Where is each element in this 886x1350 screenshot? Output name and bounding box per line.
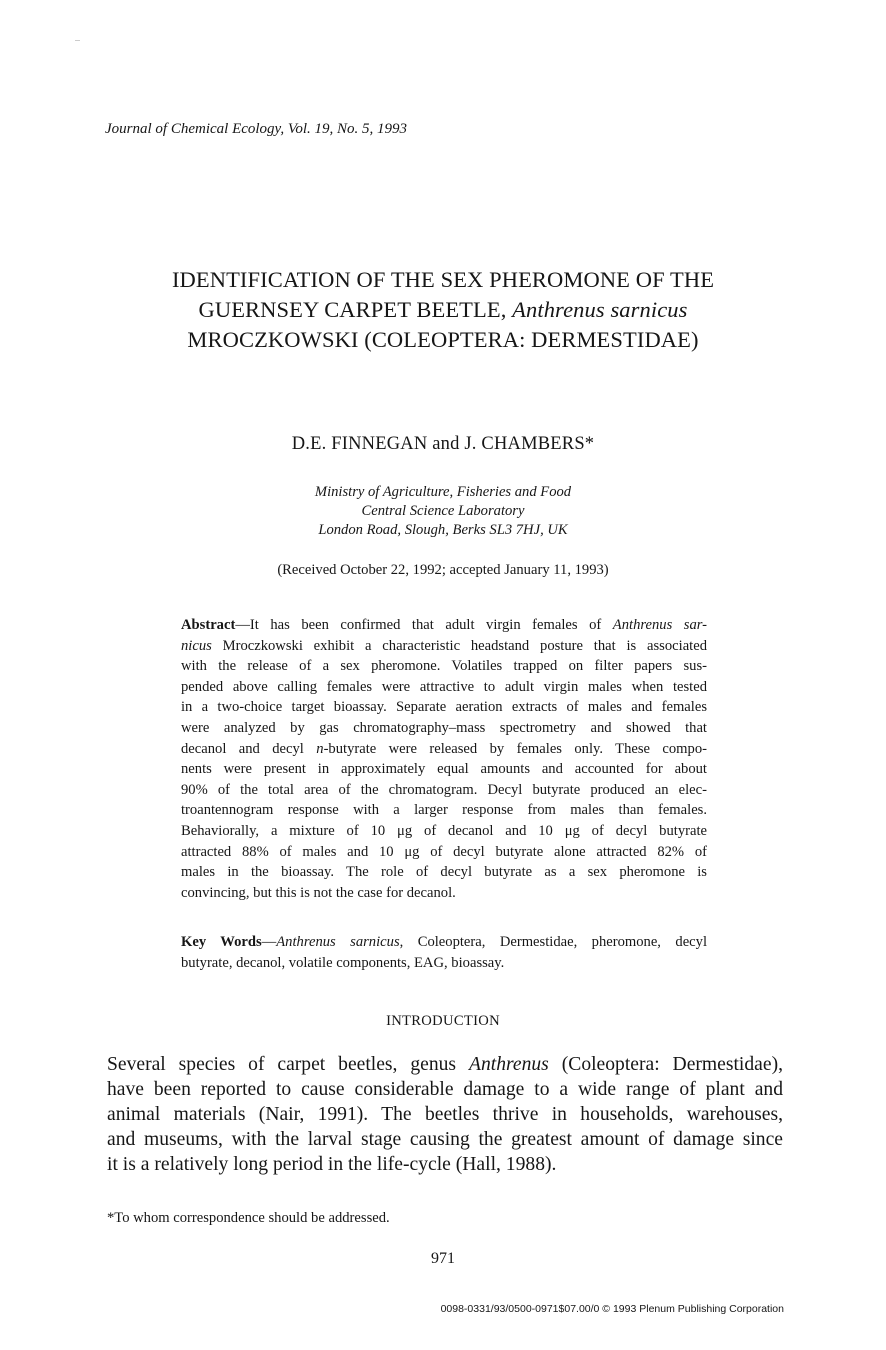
key-words-line xyxy=(181,953,707,974)
abstract-line xyxy=(181,636,707,657)
text-run: -butyrate were released by females only. These compo- xyxy=(323,740,707,757)
text-run: decanol and decyl xyxy=(181,740,317,757)
key-words-label: Key Words xyxy=(181,934,262,950)
title-line-2-plain: GUERNSEY CARPET BEETLE, xyxy=(198,297,513,322)
introduction-line xyxy=(107,1127,783,1152)
abstract-line xyxy=(181,656,707,677)
copyright-line: 0098-0331/93/0500-0971$07.00/0 © 1993 Plenum Publishing Corporation xyxy=(440,1303,784,1315)
key-words xyxy=(181,932,707,973)
journal-citation: Journal of Chemical Ecology, Vol. 19, No. 5, 1993 xyxy=(105,121,408,137)
affiliation-line-3: London Road, Slough, Berks SL3 7HJ, UK xyxy=(318,522,568,538)
text-run: have been reported to cause considerable damage to a wide range of plant and xyxy=(107,1079,783,1100)
abstract-line xyxy=(181,862,707,883)
italic-run: Anthrenus sar- xyxy=(612,617,708,633)
abstract-line xyxy=(181,697,707,718)
authors: D.E. FINNEGAN and J. CHAMBERS* xyxy=(291,434,595,454)
text-run: butyrate, decanol, volatile components, EAG, bioassay. xyxy=(181,954,505,971)
correspondence-footnote: *To whom correspondence should be addressed. xyxy=(107,1210,390,1226)
text-run: and museums, with the larval stage causing the greatest amount of damage since xyxy=(107,1129,783,1150)
text-run: pended above calling females were attractive to adult virgin males when tested xyxy=(181,678,707,695)
abstract xyxy=(181,615,707,903)
text-run: nents were present in approximately equal amounts and accounted for about xyxy=(181,761,707,778)
title-line-3: MROCZKOWSKI (COLEOPTERA: DERMESTIDAE) xyxy=(187,327,699,352)
page-number: 971 xyxy=(431,1250,455,1267)
text-run: were analyzed by gas chromatography–mass spectrometry and showed that xyxy=(181,719,707,736)
text-run: in a two-choice target bioassay. Separate aeration extracts of males and females xyxy=(181,699,707,716)
text-run: —It has been confirmed that adult virgin females of xyxy=(235,617,613,633)
text-run: — xyxy=(261,934,277,950)
abstract-line xyxy=(181,759,707,780)
section-heading-introduction: INTRODUCTION xyxy=(386,1013,500,1029)
text-run: 90% of the total area of the chromatogram. Decyl butyrate produced an elec- xyxy=(181,781,707,798)
abstract-line xyxy=(181,800,707,821)
affiliation xyxy=(0,483,886,540)
text-run: with the release of a sex pheromone. Volatiles trapped on filter papers sus- xyxy=(181,658,707,675)
italic-run: Anthrenus sarnicus xyxy=(276,934,400,950)
text-run: , Coleoptera, Dermestidae, pheromone, decyl xyxy=(399,934,708,950)
abstract-line xyxy=(181,677,707,698)
italic-run: nicus xyxy=(181,637,212,654)
text-run: troantennogram response with a larger response from males than females. xyxy=(181,802,707,819)
key-words-line xyxy=(181,932,707,953)
received-dates: (Received October 22, 1992; accepted January 11, 1993) xyxy=(277,562,609,578)
abstract-line xyxy=(181,883,707,904)
introduction-line xyxy=(107,1102,783,1127)
text-run: males in the bioassay. The role of decyl butyrate as a sex pheromone is xyxy=(181,864,707,881)
text-run: convincing, but this is not the case for decanol. xyxy=(181,884,456,901)
abstract-line xyxy=(181,821,707,842)
italic-run: Anthrenus xyxy=(468,1054,549,1075)
text-run: Several species of carpet beetles, genus xyxy=(107,1054,469,1075)
abstract-line xyxy=(181,780,707,801)
abstract-line xyxy=(181,615,707,636)
abstract-line xyxy=(181,842,707,863)
affiliation-line-2: Central Science Laboratory xyxy=(361,503,525,519)
title-line-1: IDENTIFICATION OF THE SEX PHEROMONE OF THE xyxy=(171,267,715,292)
abstract-line xyxy=(181,739,707,760)
text-run: Mroczkowski exhibit a characteristic headstand posture that is associated xyxy=(211,637,707,654)
text-run: animal materials (Nair, 1991). The beetles thrive in households, warehouses, xyxy=(107,1104,783,1125)
text-run: it is a relatively long period in the life-cycle (Hall, 1988). xyxy=(107,1154,557,1175)
introduction-line xyxy=(107,1052,783,1077)
title-line-2 xyxy=(80,295,806,325)
text-run: (Coleoptera: Dermestidae), xyxy=(548,1054,783,1075)
italic-run: n xyxy=(316,740,324,757)
text-run: Behaviorally, a mixture of 10 μg of decanol and 10 μg of decyl butyrate xyxy=(181,822,707,839)
introduction-line xyxy=(107,1152,783,1177)
text-run: attracted 88% of males and 10 μg of decyl butyrate alone attracted 82% of xyxy=(181,843,707,860)
scan-mark xyxy=(75,40,80,41)
affiliation-line-1: Ministry of Agriculture, Fisheries and Food xyxy=(314,484,572,500)
introduction-paragraph xyxy=(107,1052,783,1177)
paper-title xyxy=(80,265,806,355)
abstract-line xyxy=(181,718,707,739)
title-species-name: Anthrenus sarnicus xyxy=(512,297,688,322)
abstract-label: Abstract xyxy=(181,617,236,633)
introduction-line xyxy=(107,1077,783,1102)
